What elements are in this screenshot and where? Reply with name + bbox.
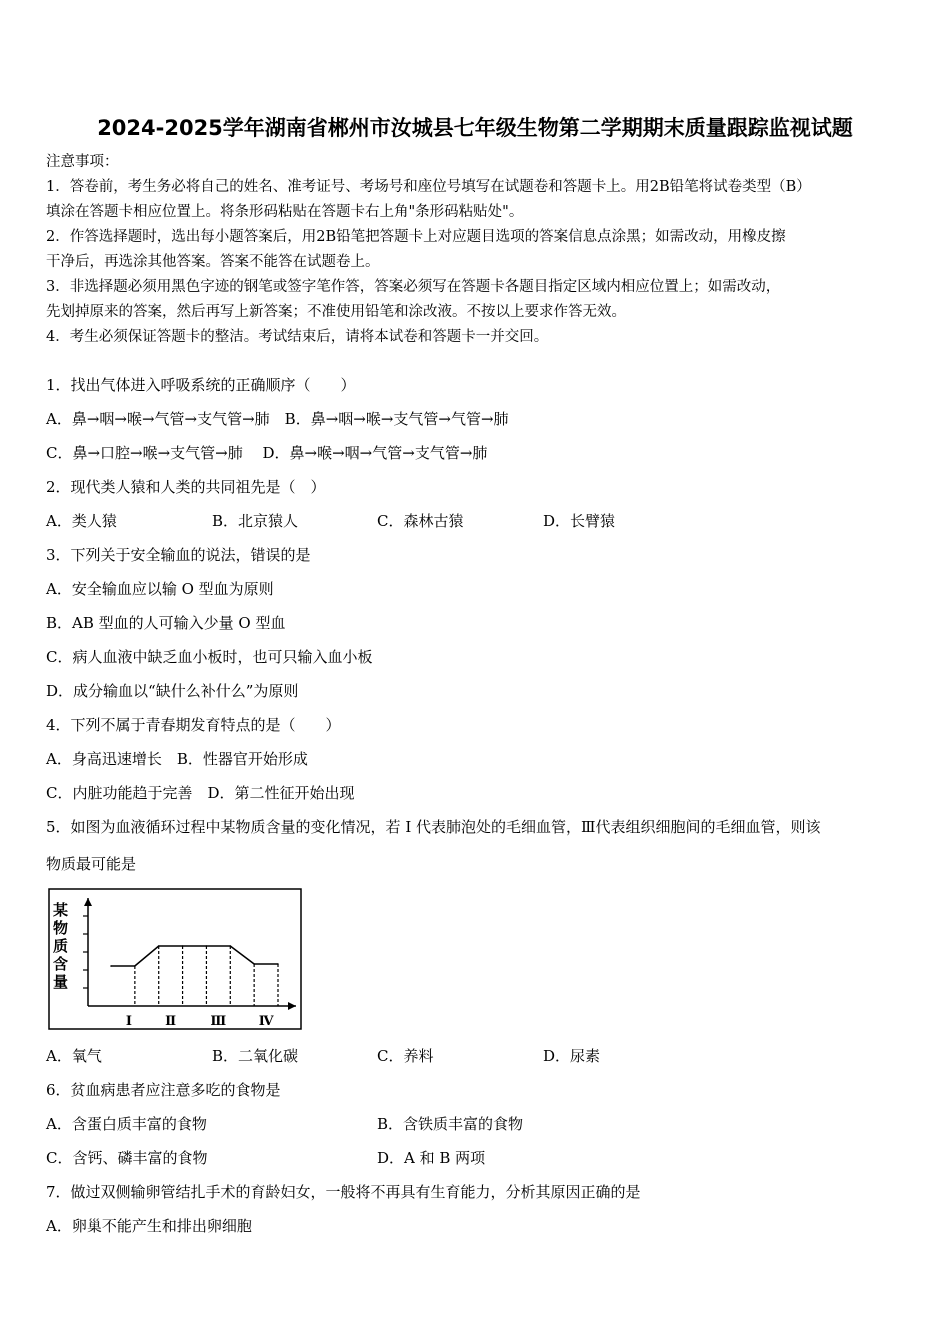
question-3-option-b[interactable]: B．AB 型血的人可输入少量 O 型血 [46,614,286,632]
notice-line: 1．答卷前，考生务必将自己的姓名、准考证号、考场号和座位号填写在试题卷和答题卡上。用2B铅笔将试卷类型（B） [46,179,811,195]
chart-frame [49,889,301,1029]
chart-point [110,965,112,967]
chart-x-tick-label: Ⅳ [258,1014,274,1029]
question-1-options-cd[interactable]: C．鼻→口腔→喉→支气管→肺 D．鼻→喉→咽→气管→支气管→肺 [46,444,488,462]
notice-line: 4．考生必须保证答题卡的整洁。考试结束后，请将本试卷和答题卡一并交回。 [46,329,549,345]
question-3-stem: 3．下列关于安全输血的说法，错误的是 [46,546,311,564]
question-2-option-a[interactable]: A．类人猿 [46,512,117,530]
question-2-option-c[interactable]: C．森林古猿 [377,512,464,530]
question-6-option-a[interactable]: A．含蛋白质丰富的食物 [46,1115,207,1133]
chart-ylabel-char: 物 [53,919,69,937]
question-6-stem: 6．贫血病患者应注意多吃的食物是 [46,1081,281,1099]
chart-x-tick-label: Ⅰ [125,1014,132,1029]
notice-line: 填涂在答题卡相应位置上。将条形码粘贴在答题卡右上角"条形码粘贴处"。 [46,204,524,220]
question-5-option-b[interactable]: B．二氧化碳 [212,1047,299,1065]
question-6-option-b[interactable]: B．含铁质丰富的食物 [377,1115,524,1133]
chart-point [206,945,208,947]
question-2-option-d[interactable]: D．长臂猿 [543,512,616,530]
question-5-option-d[interactable]: D．尿素 [543,1047,601,1065]
notice-heading: 注意事项： [46,154,119,170]
question-4-options-cd[interactable]: C．内脏功能趋于完善 D．第二性征开始出现 [46,784,355,802]
notice-line: 干净后，再选涂其他答案。答案不能答在试题卷上。 [46,254,380,270]
question-5-option-a[interactable]: A．氧气 [46,1047,102,1065]
chart-ylabel-char: 质 [53,937,69,955]
question-7-stem: 7．做过双侧输卵管结扎手术的育龄妇女，一般将不再具有生育能力，分析其原因正确的是 [46,1183,641,1201]
chart-point [229,945,231,947]
chart-x-tick-label: Ⅲ [210,1014,227,1029]
notice-line: 3．非选择题必须用黑色字迹的钢笔或签字笔作答，答案必须写在答题卡各题目指定区域内相应位置上；如需改动， [46,279,781,295]
notice-line: 2．作答选择题时，选出每小题答案后，用2B铅笔把答题卡上对应题目选项的答案信息点涂黑；如需改动，用橡皮擦 [46,229,786,245]
question-5-stem: 5．如图为血液循环过程中某物质含量的变化情况，若 I 代表肺泡处的毛细血管，Ⅲ代表组织细胞间的毛细血管，则该 [46,818,821,836]
chart-ylabel-char: 含 [53,955,69,973]
question-7-option-a[interactable]: A．卵巢不能产生和排出卵细胞 [46,1217,252,1235]
question-5-stem-cont: 物质最可能是 [46,855,137,873]
question-6-option-c[interactable]: C．含钙、磷丰富的食物 [46,1149,208,1167]
page-title: 2024-2025学年湖南省郴州市汝城县七年级生物第二学期期末质量跟踪监视试题 [97,116,853,140]
chart-point [182,945,184,947]
question-3-option-d[interactable]: D．成分输血以“缺什么补什么”为原则 [46,682,299,700]
chart-point [134,965,136,967]
chart-y-axis-label [53,901,68,991]
question-3-option-c[interactable]: C．病人血液中缺乏血小板时，也可只输入血小板 [46,648,373,666]
chart-point [277,963,279,965]
chart-ylabel-char: 量 [53,973,69,991]
question-5-option-c[interactable]: C．养料 [377,1047,434,1065]
chart-point [158,945,160,947]
notice-line: 先划掉原来的答案，然后再写上新答案；不准使用铅笔和涂改液。不按以上要求作答无效。 [46,304,626,320]
question-5-chart [48,888,304,1032]
question-3-option-a[interactable]: A．安全输血应以输 O 型血为原则 [46,580,274,598]
question-4-options-ab[interactable]: A．身高迅速增长 B．性器官开始形成 [46,750,308,768]
chart-point [253,963,255,965]
question-4-stem: 4．下列不属于青春期发育特点的是（ ） [46,716,341,734]
question-1-stem: 1．找出气体进入呼吸系统的正确顺序（ ） [46,376,356,394]
question-1-options-ab[interactable]: A．鼻→咽→喉→气管→支气管→肺 B．鼻→咽→喉→支气管→气管→肺 [46,410,509,428]
chart-x-tick-label: Ⅱ [165,1014,177,1029]
chart-ylabel-char: 某 [53,901,69,919]
question-6-option-d[interactable]: D．A 和 B 两项 [377,1149,486,1167]
question-2-stem: 2．现代类人猿和人类的共同祖先是（ ） [46,478,326,496]
question-2-option-b[interactable]: B．北京猿人 [212,512,299,530]
